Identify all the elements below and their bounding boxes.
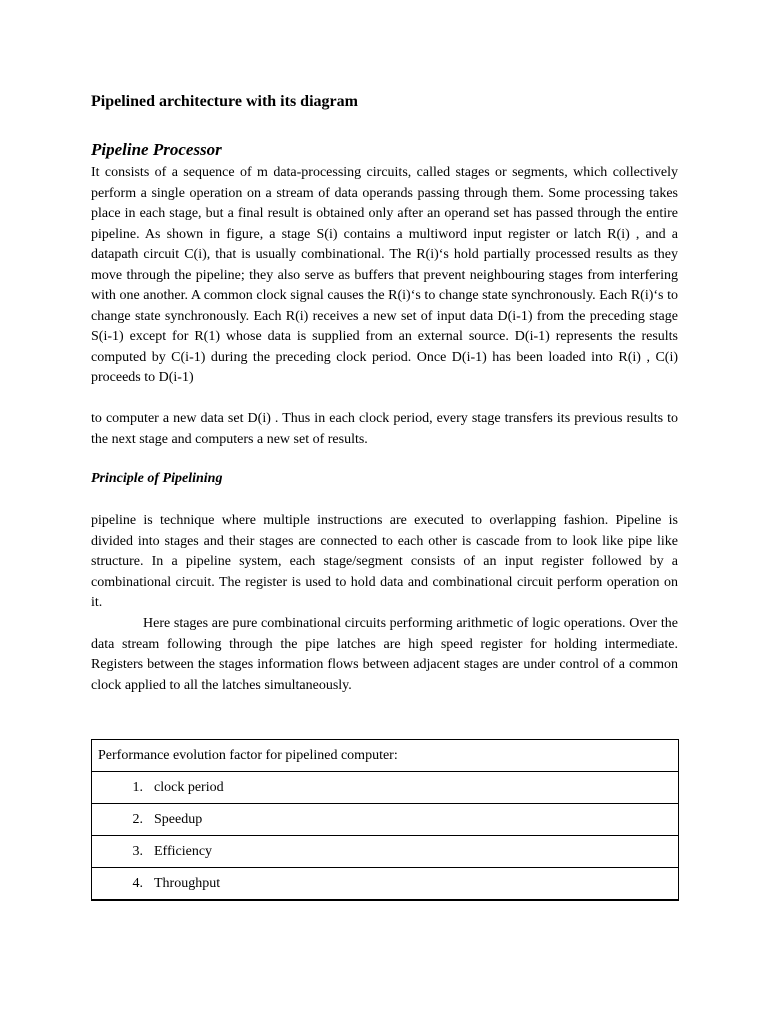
table-header-cell: Performance evolution factor for pipelined computer: (92, 740, 679, 772)
document-title: Pipelined architecture with its diagram (91, 93, 358, 110)
list-item-number: 3. (132, 843, 143, 859)
table-cell (92, 836, 679, 868)
list-item-number: 4. (132, 875, 143, 891)
table-row (92, 836, 679, 868)
paragraph-principle-intro: pipeline is technique where multiple instructions are executed to overlapping fashion. Pipeline is divided into stages and their stages are connected to each other is cascade from to look like pipe like structure. In a pipeline system, each stage/segment consists of an input register followed by a combinational circuit. The register is used to hold data and combinational circuit perform operation on it. (91, 513, 678, 610)
list-item-label: Throughput (154, 875, 221, 891)
paragraph-pipeline-continuation: to computer a new data set D(i) . Thus in each clock period, every stage transfers its previous results to the next stage and computers a new set of results. (91, 411, 678, 447)
section-heading-pipeline-processor: Pipeline Processor (91, 140, 222, 159)
subheading-principle-of-pipelining: Principle of Pipelining (91, 471, 223, 486)
paragraph-pipeline-description: It consists of a sequence of m data-processing circuits, called stages or segments, which collectively perform a single operation on a stream of data operands passing through them. Some processing takes place in each stage, but a final result is obtained only after an operand set has passed through the entire pipeline. As shown in figure, a stage S(i) contains a multiword input register or latch R(i) , and a datapath circuit C(i), that is usually combinational. The R(i)‘s hold partially processed results as they move through the pipeline; they also serve as buffers that prevent neighbouring stages from interfering with one another. A common clock signal causes the R(i)‘s to change state synchronously. Each R(i)‘s to change state synchronously. Each R(i) receives a new set of input data D(i-1) from the preceding stage S(i-1) except for R(1) whose data is supplied from an external source. D(i-1) represents the results computed by C(i-1) during the preceding clock period. Once D(i-1) has been loaded into R(i) , C(i) proceeds to D(i-1) (91, 165, 678, 385)
table-row (92, 772, 679, 804)
table-header-row (92, 740, 679, 772)
table-cell (92, 868, 679, 901)
list-item-number: 1. (132, 779, 143, 795)
list-item-label: clock period (154, 779, 224, 795)
table-row (92, 868, 679, 901)
paragraph-principle-stages: Here stages are pure combinational circuits performing arithmetic of logic operations. Over the data stream following through the pipe latches are high speed register for holding intermediate. Registers between the stages information flows between adjacent stages are under control of a common clock applied to all the latches simultaneously. (91, 616, 678, 693)
table-cell (92, 772, 679, 804)
performance-factors-table (91, 739, 679, 901)
table-cell (92, 804, 679, 836)
table-row (92, 804, 679, 836)
list-item-label: Efficiency (154, 843, 213, 859)
list-item-number: 2. (132, 811, 143, 827)
list-item-label: Speedup (154, 811, 203, 827)
